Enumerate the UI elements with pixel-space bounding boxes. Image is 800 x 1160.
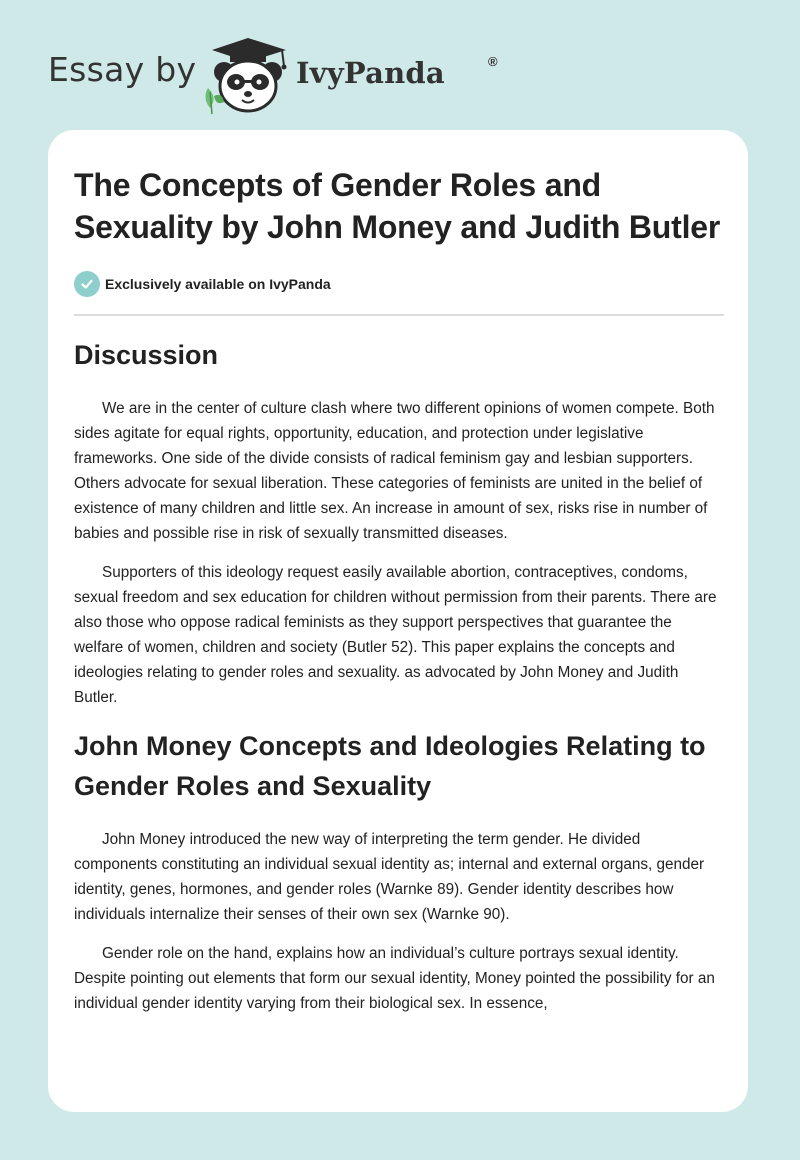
section-heading-john-money: John Money Concepts and Ideologies Relating to Gender Roles and Sexuality [74, 731, 706, 801]
panda-graduate-icon[interactable] [200, 36, 296, 116]
essay-card [48, 130, 748, 1112]
paragraph: Gender role on the hand, explains how an individual’s culture portrays sexual identity. Despite pointing out elements that form our sexual identity, Money pointed the possibility for an individual gender identity varying from their biological sex. In essence, [74, 945, 715, 1012]
section-heading-discussion: Discussion [74, 340, 219, 370]
paragraph: John Money introduced the new way of interpreting the term gender. He divided components constituting an individual sexual identity as; internal and external organs, gender identity, genes, hormones, and gender roles (Warnke 89). Gender identity describes how individuals internalize their senses of their own sex (Warnke 90). [74, 831, 705, 923]
site-header [48, 36, 508, 116]
essay-title: The Concepts of Gender Roles and Sexuality by John Money and Judith Butler [74, 167, 721, 245]
registered-mark: ® [488, 54, 498, 69]
paragraph: Supporters of this ideology request easily available abortion, contraceptives, condoms, sexual freedom and sex education for children without permission from their parents. There are also those who oppose radical feminists as they support perspectives that guarantee the welfare of women, children and society (Butler 52). This paper explains the concepts and ideologies relating to gender roles and sexuality. as advocated by John Money and Judith Butler. [74, 564, 717, 706]
essay-content [74, 164, 724, 1016]
exclusive-label: Exclusively available on IvyPanda [105, 276, 331, 292]
check-icon [74, 271, 100, 297]
brand-name[interactable]: IvyPanda [296, 56, 445, 90]
divider [74, 314, 724, 316]
essay-by-label: Essay by [48, 50, 197, 89]
paragraph: We are in the center of culture clash where two different opinions of women compete. Both sides agitate for equal rights, opportunity, education, and protection under legislative frameworks. One side of the divide consists of radical feminism gay and lesbian supporters. Others advocate for sexual liberation. These categories of feminists are united in the belief of existence of many children and little sex. An increase in amount of sex, risks rise in number of babies and possible rise in risk of sexually transmitted diseases. [74, 400, 715, 542]
exclusive-badge [74, 270, 724, 298]
